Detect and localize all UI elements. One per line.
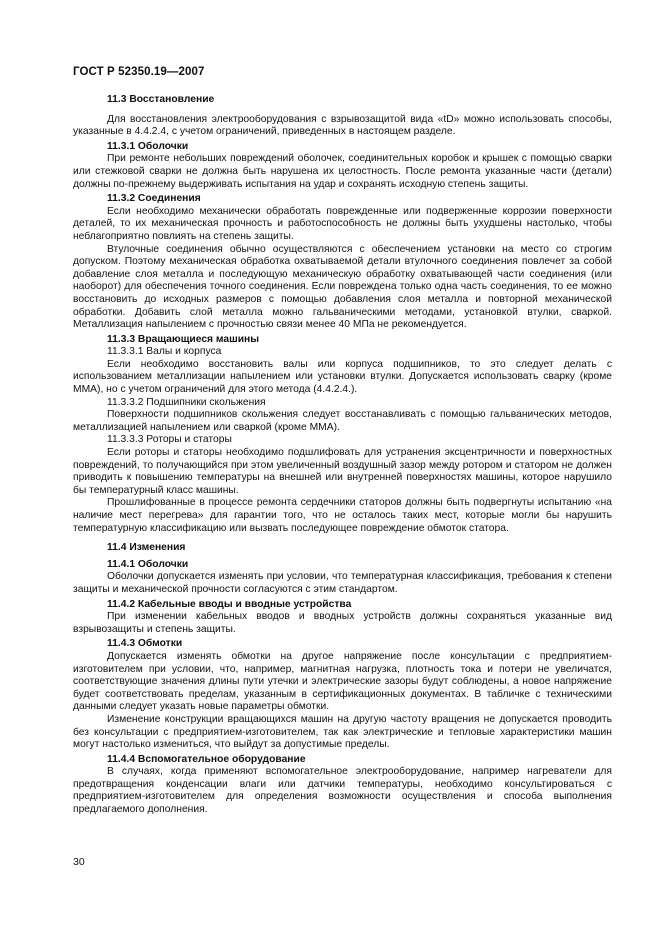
subsection-11-3-2-title: 11.3.2 Соединения [107, 193, 201, 205]
subsection-11-4-1-paragraph: Оболочки допускается изменять при условии, что температурная классификация, требования к степени защиты и механической прочности согласуются с этим стандартом. [73, 571, 612, 595]
subsection-11-3-1-paragraph: При ремонте небольших повреждений оболочек, соединительных коробок и крышек с помощью сварки или стежковой сварки не должна быть нарушена их целостность. После ремонта указанные части (детали) должны по-прежнему выдерживать испытания на удар и сохранять исходную степень защиты. [73, 153, 612, 190]
subsection-11-3-2-paragraph-2: Втулочные соединения обычно осуществляются с обеспечением установки на место со строгим допуском. Поэтому механическая обработка охватываемой детали втулочного соединения повлечет за собой добавление слоя металла и последующую механическую обработку охватывающей части соединения (или наоборот) для обеспечения точного соединения. Если повреждена только одна часть соединения, то ее можно восстановить до исходных размеров с помощью добавления слоя металла и повторной механической обработки. Добавить слой металла можно гальваническими методами, установкой втулки, сваркой. Металлизация напылением с прочностью связи менее 40 МПа не рекомендуется. [73, 243, 612, 331]
subsection-11-3-3-2-paragraph: Поверхности подшипников скольжения следует восстанавливать с помощью гальванических методов, металлизацией напылением или сваркой (кроме ММА). [73, 409, 612, 433]
subsection-11-3-3-1-paragraph: Если необходимо восстановить валы или корпуса подшипников, то это следует делать с использованием металлизации напылением или установки втулки. Допускается использовать сварку (кроме ММА), но с учетом ограничений для этого метода (4.4.2.4.). [73, 358, 612, 396]
document-code-header: ГОСТ Р 52350.19—2007 [73, 66, 205, 78]
section-11-4-title: 11.4 Изменения [107, 542, 186, 554]
subsection-11-4-1-title: 11.4.1 Оболочки [107, 558, 189, 570]
subsection-11-4-4-paragraph: В случаях, когда применяют вспомогательное электрооборудование, например нагреватели для предотвращения конденсации влаги или датчики температуры, необходимо консультироваться с предприятием-изготовителем для определения возможности осуществления и способа выполнения предлагаемого дополнения. [73, 766, 612, 816]
subsection-11-4-2-paragraph: При изменении кабельных вводов и вводных устройств должны сохраняться указанные вид взрывозащиты и степень защиты. [73, 611, 612, 635]
subsection-11-3-3-title: 11.3.3 Вращающиеся машины [107, 333, 260, 345]
section-11-3-title: 11.3 Восстановление [107, 94, 215, 105]
subsection-11-3-3-2-title: 11.3.3.2 Подшипники скольжения [107, 396, 266, 408]
document-body [73, 94, 612, 817]
subsection-11-4-4-title: 11.4.4 Вспомогательное оборудование [107, 753, 306, 765]
subsection-11-4-3-paragraph-1: Допускается изменять обмотки на другое напряжение после консультации с предприятием-изготовителем при условии, что, например, магнитная нагрузка, плотность тока и потери не увеличатся, соответствующие значения длины пути утечки и электрические зазоры будут соблюдены, а новое напряжение будет соответствовать пределам, указанным в сертификационных документах. В табличке с техническими данными следует указать новые параметры обмотки. [73, 650, 612, 713]
subsection-11-3-3-3-title: 11.3.3.3 Роторы и статоры [107, 434, 232, 446]
page-number: 30 [73, 856, 85, 868]
subsection-11-3-3-3-paragraph-1: Если роторы и статоры необходимо подшлифовать для устранения эксцентричности и поверхностных повреждений, то получающийся при этом увеличенный воздушный зазор между ротором и статором не должен приводить к повышению температуры на внешней или внутренней поверхностях машины, которое нарушило бы температурный класс машины. [73, 447, 612, 496]
subsection-11-3-3-1-title: 11.3.3.1 Валы и корпуса [107, 346, 222, 358]
section-11-3-intro: Для восстановления электрооборудования с взрывозащитой вида «tD» можно использовать способы, указанные в 4.4.2.4, с учетом ограничений, приведенных в настоящем разделе. [73, 113, 612, 138]
subsection-11-3-3-3-paragraph-2: Прошлифованные в процессе ремонта сердечники статоров должны быть подвергнуты испытанию «на наличие мест перегрева» для гарантии того, что не осталось таких мест, которые могли бы нарушить температурную классификацию или вызвать последующее повреждение обмоток статора. [73, 497, 612, 534]
subsection-11-4-2-title: 11.4.2 Кабельные вводы и вводные устройства [107, 598, 352, 610]
subsection-11-3-1-title: 11.3.1 Оболочки [107, 140, 189, 152]
subsection-11-4-3-title: 11.4.3 Обмотки [107, 638, 183, 650]
subsection-11-3-2-paragraph-1: Если необходимо механически обработать поврежденные или подверженные коррозии поверхности деталей, то их механическая прочность и работоспособность не должны быть ухудшены настолько, чтобы неблагоприятно повлиять на степень защиты. [73, 205, 612, 242]
subsection-11-4-3-paragraph-2: Изменение конструкции вращающихся машин на другую частоту вращения не допускается проводить без консультации с предприятием-изготовителем, так как электрические и тепловые характеристики машин могут настолько измениться, что выйдут за допустимые пределы. [73, 713, 612, 751]
